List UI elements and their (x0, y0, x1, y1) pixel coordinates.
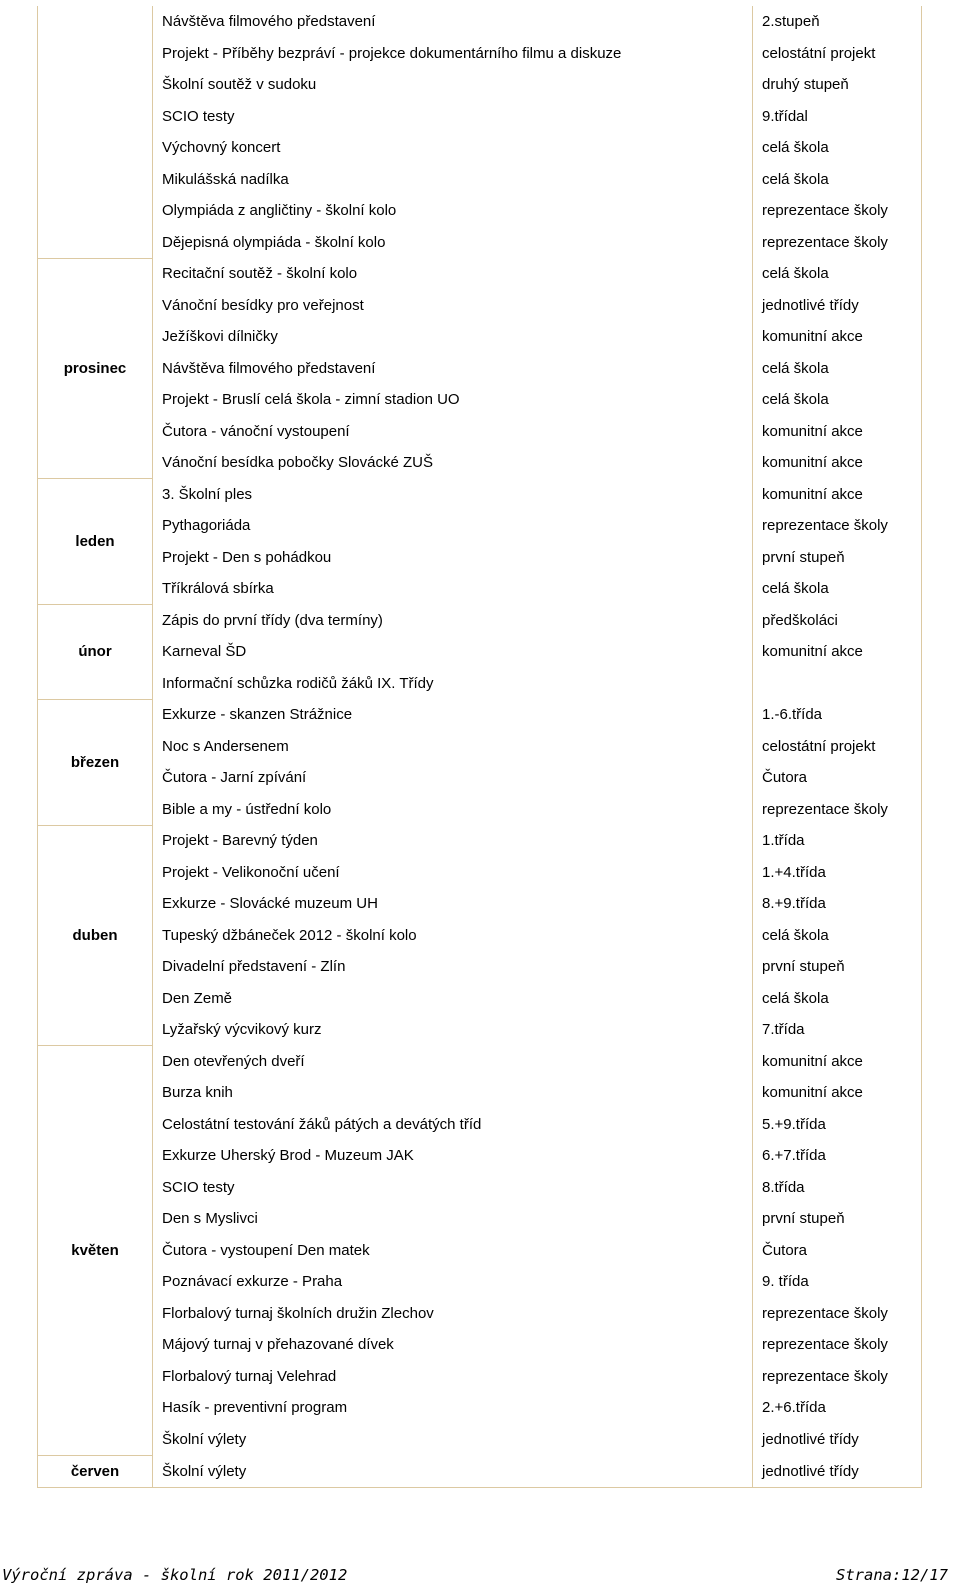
target-group-cell: jednotlivé třídy (753, 1455, 922, 1488)
table-row (38, 731, 922, 763)
target-group-cell: 1.třída (753, 825, 922, 857)
event-cell: Recitační soutěž - školní kolo (153, 258, 753, 290)
target-group-cell: 1.-6.třída (753, 699, 922, 731)
table-row (38, 1266, 922, 1298)
event-cell: Exkurze - Slovácké muzeum UH (153, 888, 753, 920)
target-group-cell: jednotlivé třídy (753, 1424, 922, 1456)
month-cell: březen (38, 699, 153, 825)
table-row (38, 1203, 922, 1235)
event-cell: Školní soutěž v sudoku (153, 69, 753, 101)
table-row (38, 825, 922, 857)
event-cell: Čutora - Jarní zpívání (153, 762, 753, 794)
table-row (38, 1014, 922, 1046)
event-cell: SCIO testy (153, 101, 753, 133)
month-cell: červen (38, 1455, 153, 1488)
table-row (38, 1455, 922, 1488)
event-cell: Čutora - vánoční vystoupení (153, 416, 753, 448)
event-cell: Den Země (153, 983, 753, 1015)
table-row (38, 951, 922, 983)
target-group-cell (753, 668, 922, 700)
table-row (38, 699, 922, 731)
target-group-cell: celá škola (753, 384, 922, 416)
target-group-cell: jednotlivé třídy (753, 290, 922, 322)
event-cell: Projekt - Barevný týden (153, 825, 753, 857)
target-group-cell: 8.třída (753, 1172, 922, 1204)
event-cell: Informační schůzka rodičů žáků IX. Třídy (153, 668, 753, 700)
target-group-cell: 2.+6.třída (753, 1392, 922, 1424)
event-cell: Projekt - Velikonoční učení (153, 857, 753, 889)
table-row (38, 290, 922, 322)
event-cell: Florbalový turnaj Velehrad (153, 1361, 753, 1393)
target-group-cell: komunitní akce (753, 416, 922, 448)
table-row (38, 6, 922, 38)
event-cell: Bible a my - ústřední kolo (153, 794, 753, 826)
table-row (38, 447, 922, 479)
activities-table-body (38, 6, 922, 1488)
table-row (38, 384, 922, 416)
event-cell: Divadelní představení - Zlín (153, 951, 753, 983)
event-cell: Florbalový turnaj školních družin Zlechov (153, 1298, 753, 1330)
target-group-cell: celá škola (753, 258, 922, 290)
target-group-cell: 6.+7.třída (753, 1140, 922, 1172)
event-cell: Hasík - preventivní program (153, 1392, 753, 1424)
table-row (38, 542, 922, 574)
event-cell: Poznávací exkurze - Praha (153, 1266, 753, 1298)
target-group-cell: předškoláci (753, 605, 922, 637)
event-cell: Mikulášská nadílka (153, 164, 753, 196)
event-cell: SCIO testy (153, 1172, 753, 1204)
activities-sheet (37, 6, 922, 1488)
table-row (38, 794, 922, 826)
event-cell: Čutora - vystoupení Den matek (153, 1235, 753, 1267)
table-row (38, 101, 922, 133)
footer-page-number: Strana:12/17 (836, 1566, 948, 1584)
table-row (38, 416, 922, 448)
table-row (38, 888, 922, 920)
table-row (38, 353, 922, 385)
table-row (38, 1235, 922, 1267)
event-cell: Pythagoriáda (153, 510, 753, 542)
target-group-cell: 9.třídal (753, 101, 922, 133)
month-cell: únor (38, 605, 153, 700)
event-cell: Výchovný koncert (153, 132, 753, 164)
table-row (38, 164, 922, 196)
target-group-cell: reprezentace školy (753, 195, 922, 227)
table-row (38, 636, 922, 668)
event-cell: Burza knih (153, 1077, 753, 1109)
target-group-cell: 5.+9.třída (753, 1109, 922, 1141)
target-group-cell: 8.+9.třída (753, 888, 922, 920)
event-cell: Karneval ŠD (153, 636, 753, 668)
event-cell: Noc s Andersenem (153, 731, 753, 763)
target-group-cell: reprezentace školy (753, 794, 922, 826)
target-group-cell: reprezentace školy (753, 227, 922, 259)
activities-table (37, 6, 922, 1488)
footer-report-title: Výroční zpráva - školní rok 2011/2012 (2, 1566, 348, 1584)
table-row (38, 983, 922, 1015)
target-group-cell: komunitní akce (753, 447, 922, 479)
table-row (38, 920, 922, 952)
target-group-cell: Čutora (753, 1235, 922, 1267)
table-row (38, 762, 922, 794)
target-group-cell: celá škola (753, 573, 922, 605)
event-cell: Projekt - Příběhy bezpráví - projekce dokumentárního filmu a diskuze (153, 38, 753, 70)
table-row (38, 1109, 922, 1141)
event-cell: Tříkrálová sbírka (153, 573, 753, 605)
target-group-cell: Čutora (753, 762, 922, 794)
table-row (38, 321, 922, 353)
target-group-cell: celostátní projekt (753, 38, 922, 70)
target-group-cell: celá škola (753, 983, 922, 1015)
table-row (38, 1077, 922, 1109)
table-row (38, 1392, 922, 1424)
event-cell: Školní výlety (153, 1424, 753, 1456)
table-row (38, 605, 922, 637)
target-group-cell: druhý stupeň (753, 69, 922, 101)
target-group-cell: komunitní akce (753, 1077, 922, 1109)
target-group-cell: 2.stupeň (753, 6, 922, 38)
target-group-cell: komunitní akce (753, 321, 922, 353)
table-row (38, 510, 922, 542)
table-row (38, 1329, 922, 1361)
target-group-cell: komunitní akce (753, 479, 922, 511)
month-cell: květen (38, 1046, 153, 1456)
table-row (38, 69, 922, 101)
event-cell: Ježíškovi dílničky (153, 321, 753, 353)
table-row (38, 1172, 922, 1204)
event-cell: Projekt - Den s pohádkou (153, 542, 753, 574)
event-cell: Návštěva filmového představení (153, 353, 753, 385)
event-cell: Den s Myslivci (153, 1203, 753, 1235)
table-row (38, 38, 922, 70)
event-cell: Lyžařský výcvikový kurz (153, 1014, 753, 1046)
event-cell: Školní výlety (153, 1455, 753, 1488)
target-group-cell: komunitní akce (753, 636, 922, 668)
event-cell: Exkurze Uherský Brod - Muzeum JAK (153, 1140, 753, 1172)
target-group-cell: reprezentace školy (753, 1298, 922, 1330)
month-cell (38, 6, 153, 258)
month-cell: prosinec (38, 258, 153, 479)
target-group-cell: první stupeň (753, 542, 922, 574)
table-row (38, 1298, 922, 1330)
event-cell: Projekt - Bruslí celá škola - zimní stadion UO (153, 384, 753, 416)
target-group-cell: reprezentace školy (753, 1329, 922, 1361)
table-row (38, 1046, 922, 1078)
target-group-cell: celá škola (753, 920, 922, 952)
event-cell: Návštěva filmového představení (153, 6, 753, 38)
target-group-cell: reprezentace školy (753, 510, 922, 542)
target-group-cell: první stupeň (753, 1203, 922, 1235)
table-row (38, 258, 922, 290)
event-cell: Vánoční besídka pobočky Slovácké ZUŠ (153, 447, 753, 479)
target-group-cell: 7.třída (753, 1014, 922, 1046)
target-group-cell: 1.+4.třída (753, 857, 922, 889)
table-row (38, 195, 922, 227)
target-group-cell: celá škola (753, 353, 922, 385)
event-cell: Dějepisná olympiáda - školní kolo (153, 227, 753, 259)
target-group-cell: reprezentace školy (753, 1361, 922, 1393)
event-cell: Den otevřených dveří (153, 1046, 753, 1078)
target-group-cell: celá škola (753, 164, 922, 196)
table-row (38, 573, 922, 605)
target-group-cell: celá škola (753, 132, 922, 164)
target-group-cell: první stupeň (753, 951, 922, 983)
event-cell: Vánoční besídky pro veřejnost (153, 290, 753, 322)
table-row (38, 227, 922, 259)
target-group-cell: celostátní projekt (753, 731, 922, 763)
table-row (38, 668, 922, 700)
table-row (38, 479, 922, 511)
event-cell: Májový turnaj v přehazované dívek (153, 1329, 753, 1361)
month-cell: leden (38, 479, 153, 605)
table-row (38, 857, 922, 889)
target-group-cell: 9. třída (753, 1266, 922, 1298)
month-cell: duben (38, 825, 153, 1046)
table-row (38, 1140, 922, 1172)
table-row (38, 132, 922, 164)
table-row (38, 1361, 922, 1393)
table-row (38, 1424, 922, 1456)
event-cell: Zápis do první třídy (dva termíny) (153, 605, 753, 637)
event-cell: Exkurze - skanzen Strážnice (153, 699, 753, 731)
event-cell: Tupeský džbáneček 2012 - školní kolo (153, 920, 753, 952)
event-cell: 3. Školní ples (153, 479, 753, 511)
event-cell: Celostátní testování žáků pátých a devátých tříd (153, 1109, 753, 1141)
event-cell: Olympiáda z angličtiny - školní kolo (153, 195, 753, 227)
target-group-cell: komunitní akce (753, 1046, 922, 1078)
page-footer (0, 1566, 948, 1586)
